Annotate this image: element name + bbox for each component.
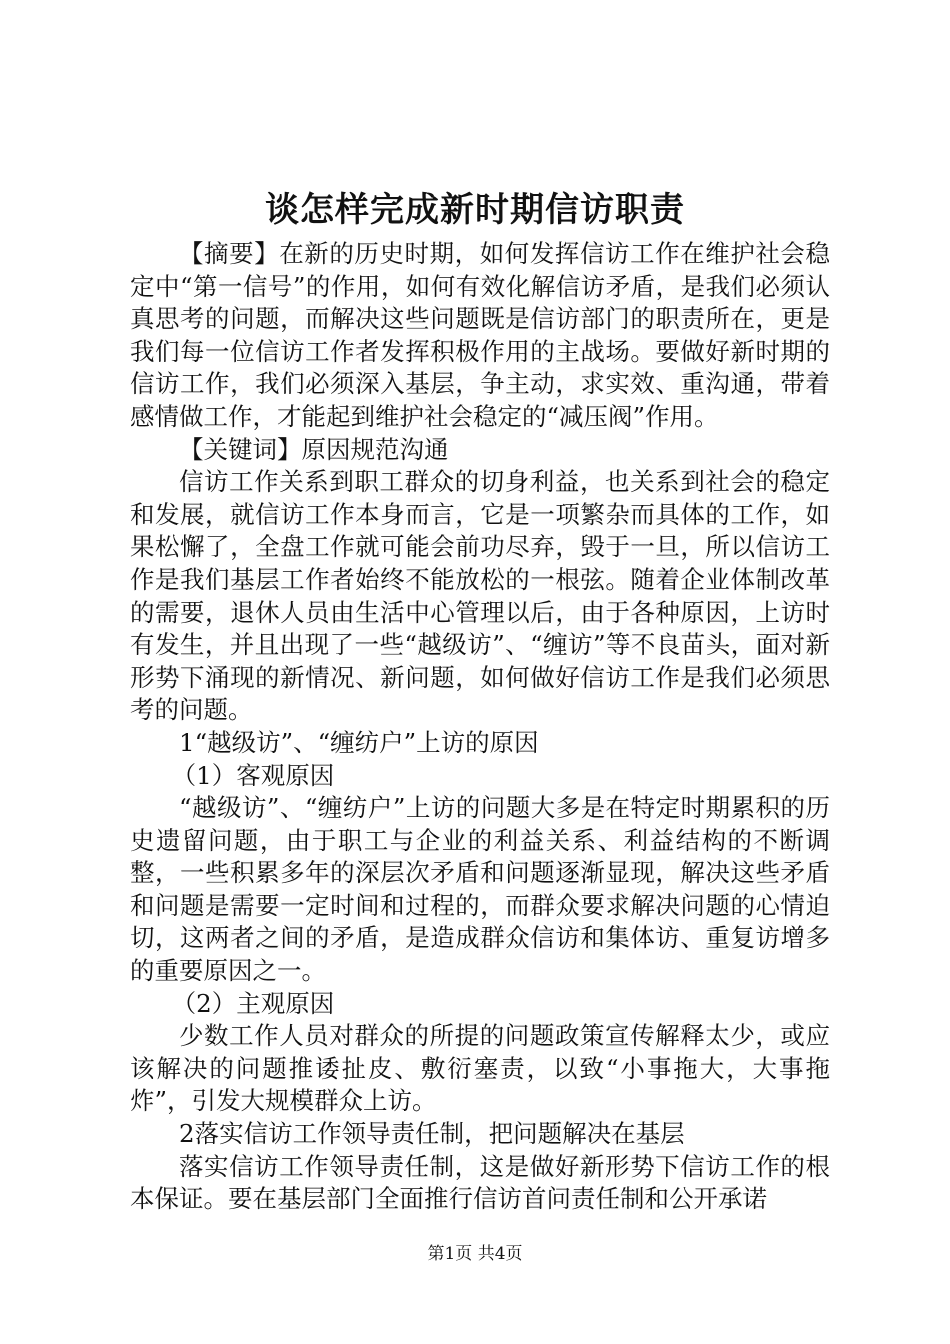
document-body bbox=[130, 238, 830, 1216]
body-paragraph: 落实信访工作领导责任制，这是做好新形势下信访工作的根本保证。要在基层部门全面推行信访首问责任制和公开承诺 bbox=[130, 1151, 830, 1214]
subsection-heading: （2）主观原因 bbox=[171, 988, 335, 1018]
keywords-paragraph: 【关键词】原因规范沟通 bbox=[179, 434, 449, 464]
abstract-paragraph: 【摘要】在新的历史时期，如何发挥信访工作在维护社会稳定中“第一信号”的作用，如何有效化解信访矛盾，是我们必须认真思考的问题，而解决这些问题既是信访部门的职责所在，更是我们每一位信访工作者发挥积极作用的主战场。要做好新时期的信访工作，我们必须深入基层，争主动，求实效、重沟通，带着感情做工作，才能起到维护社会稳定的“减压阀”作用。 bbox=[130, 239, 830, 431]
body-paragraph: 信访工作关系到职工群众的切身利益，也关系到社会的稳定和发展，就信访工作本身而言，它是一项繁杂而具体的工作，如果松懈了，全盘工作就可能会前功尽弃，毁于一旦，所以信访工作是我们基层工作者始终不能放松的一根弦。随着企业体制改革的需要，退休人员由生活中心管理以后，由于各种原因，上访时有发生，并且出现了一些“越级访”、“缠访”等不良苗头，面对新形势下涌现的新情况、新问题，如何做好信访工作是我们必须思考的问题。 bbox=[130, 467, 830, 725]
page-footer: 第1页 共4页 bbox=[427, 1244, 523, 1264]
body-paragraph: “越级访”、“缠纺户”上访的问题大多是在特定时期累积的历史遗留问题，由于职工与企业的利益关系、利益结构的不断调整，一些积累多年的深层次矛盾和问题逐渐显现，解决这些矛盾和问题是需要一定时间和过程的，而群众要求解决问题的心情迫切，这两者之间的矛盾，是造成群众信访和集体访、重复访增多的重要原因之一。 bbox=[130, 793, 830, 986]
body-paragraph: 少数工作人员对群众的所提的问题政策宣传解释太少，或应该解决的问题推诿扯皮、敷衍塞责，以致“小事拖大，大事拖炸”，引发大规模群众上访。 bbox=[130, 1021, 830, 1116]
section-heading: 1“越级访”、“缠纺户”上访的原因 bbox=[179, 727, 539, 757]
document-title: 谈怎样完成新时期信访职责 bbox=[265, 190, 685, 230]
subsection-heading: （1）客观原因 bbox=[171, 760, 335, 790]
section-heading: 2落实信访工作领导责任制，把问题解决在基层 bbox=[179, 1119, 685, 1149]
